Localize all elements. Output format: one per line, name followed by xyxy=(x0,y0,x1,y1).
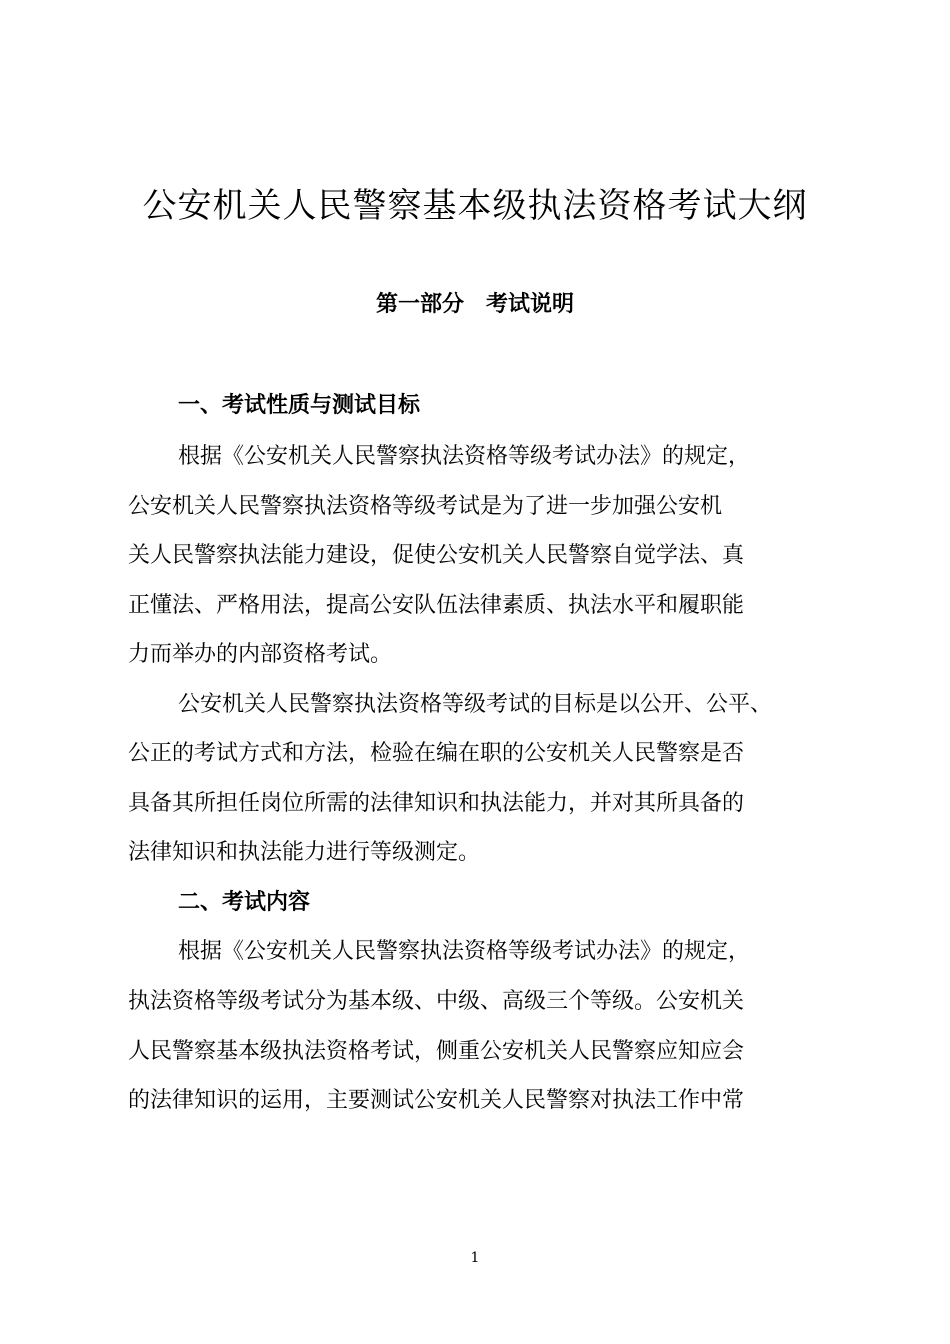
paragraph-line: 具备其所担任岗位所需的法律知识和执法能力，并对其所具备的 xyxy=(128,791,745,816)
document-title: 公安机关人民警察基本级执法资格考试大纲 xyxy=(142,186,808,226)
paragraph-line: 根据《公安机关人民警察执法资格等级考试办法》的规定， xyxy=(178,444,751,469)
paragraph-line: 力而举办的内部资格考试。 xyxy=(128,642,393,667)
paragraph-line: 的法律知识的运用，主要测试公安机关人民警察对执法工作中常 xyxy=(128,1088,745,1113)
section-heading-2: 二、考试内容 xyxy=(178,890,311,915)
paragraph-line: 法律知识和执法能力进行等级测定。 xyxy=(128,840,481,865)
page-number: 1 xyxy=(470,1250,480,1266)
paragraph-line: 人民警察基本级执法资格考试，侧重公安机关人民警察应知应会 xyxy=(128,1039,745,1064)
part-title: 第一部分 考试说明 xyxy=(375,292,574,317)
paragraph-line: 根据《公安机关人民警察执法资格等级考试办法》的规定， xyxy=(178,939,751,964)
paragraph-line: 正懂法、严格用法，提高公安队伍法律素质、执法水平和履职能 xyxy=(128,593,745,618)
paragraph-line: 公安机关人民警察执法资格等级考试的目标是以公开、公平、 xyxy=(178,692,773,717)
paragraph-line: 公安机关人民警察执法资格等级考试是为了进一步加强公安机 xyxy=(128,494,723,519)
paragraph-line: 关人民警察执法能力建设，促使公安机关人民警察自觉学法、真 xyxy=(128,543,745,568)
paragraph-line: 公正的考试方式和方法，检验在编在职的公安机关人民警察是否 xyxy=(128,741,745,766)
section-heading-1: 一、考试性质与测试目标 xyxy=(178,393,421,418)
paragraph-line: 执法资格等级考试分为基本级、中级、高级三个等级。公安机关 xyxy=(128,989,745,1014)
